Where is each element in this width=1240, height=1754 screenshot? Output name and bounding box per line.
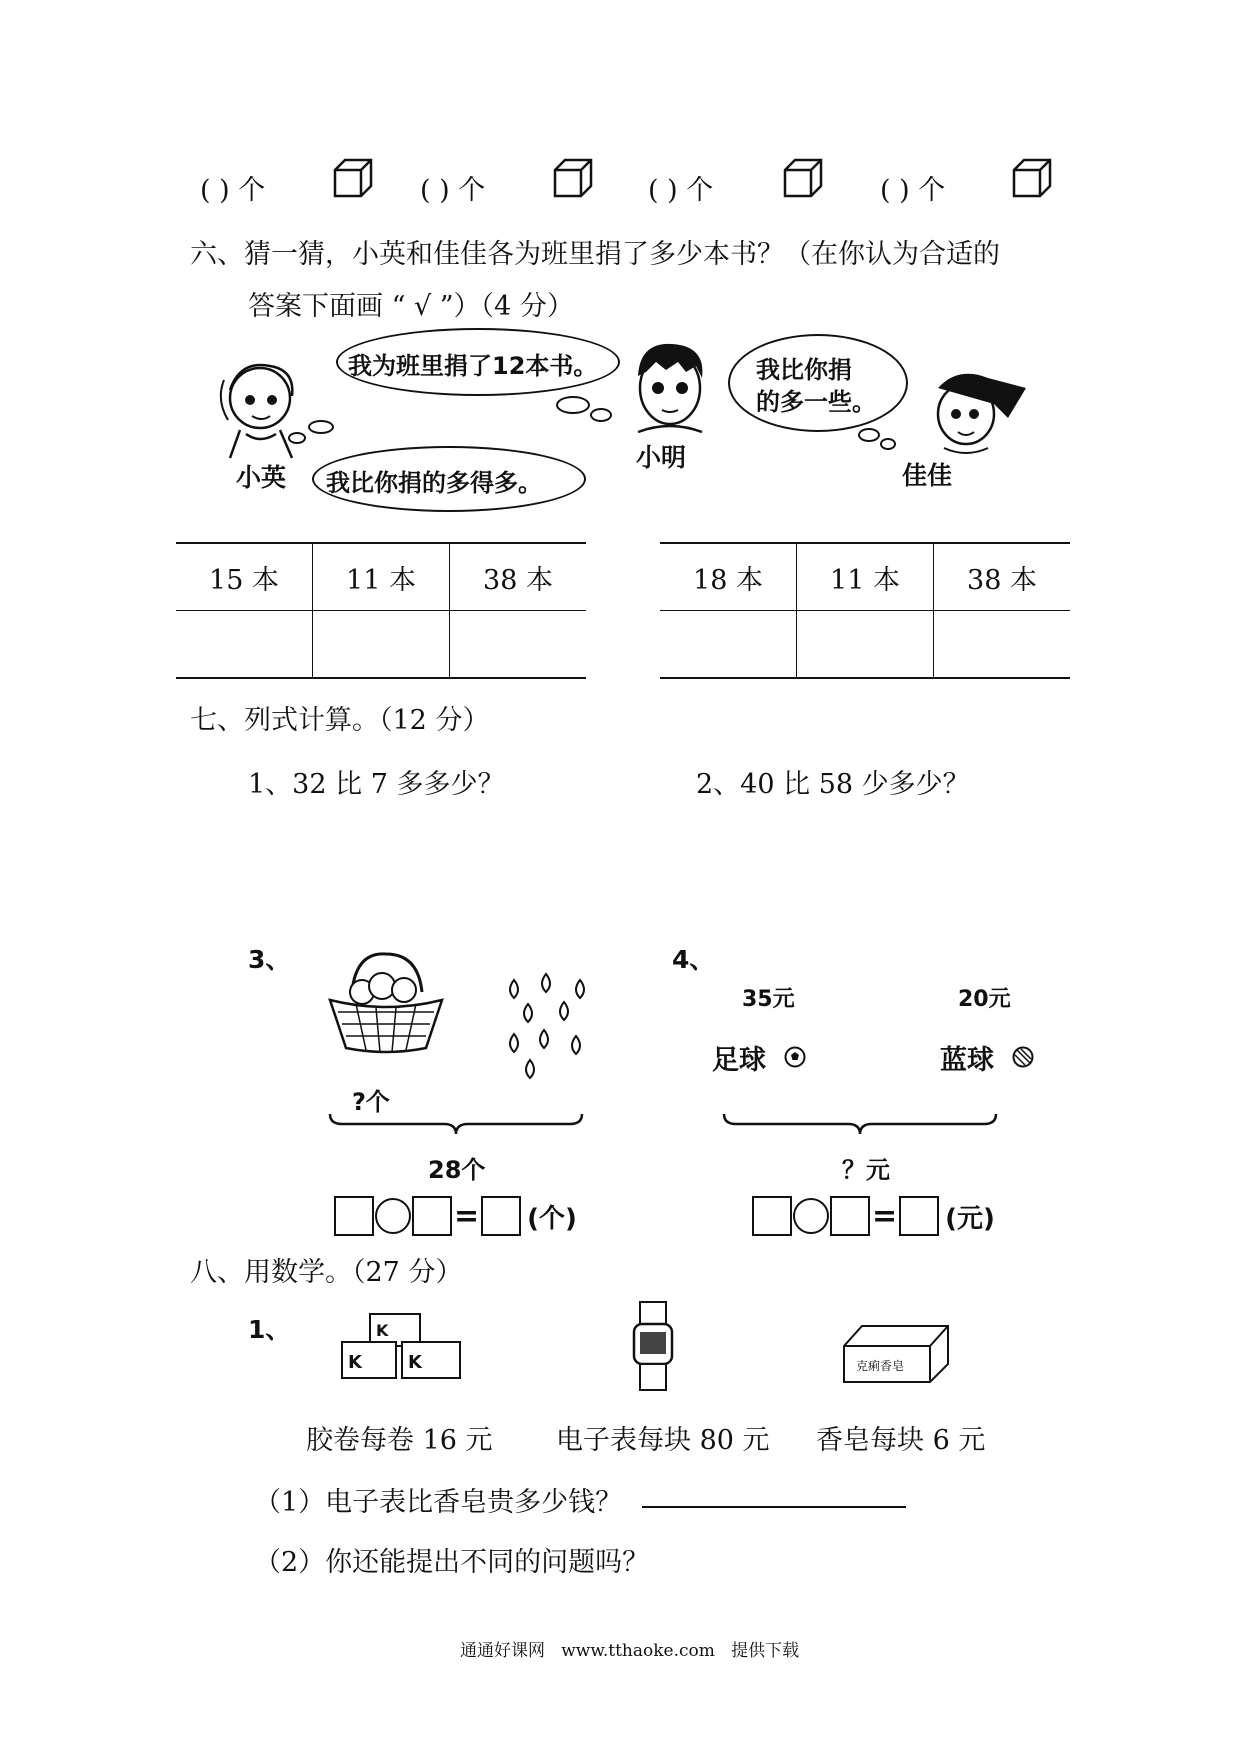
q8-question-1: （1）电子表比香皂贵多少钱？	[254, 1487, 623, 1518]
thought-puff	[880, 438, 896, 450]
answer-table-xiaoying	[176, 542, 586, 679]
q8-title: 八、用数学。（27 分）	[190, 1257, 463, 1288]
answer-box[interactable]	[412, 1196, 452, 1236]
q7-problem-1: 1、32 比 7 多多少？	[248, 769, 505, 800]
equals-sign: =	[454, 1198, 480, 1234]
blank-count-2[interactable]: ( ) 个	[420, 175, 486, 206]
option-cell: 11 本	[313, 543, 450, 611]
option-cell: 38 本	[450, 543, 587, 611]
name-xiaoming: 小明	[636, 443, 687, 472]
basketball-icon	[1012, 1046, 1034, 1068]
q7-p4-total: ？元	[842, 1156, 890, 1184]
name-xiaoying: 小英	[236, 463, 287, 492]
q7-problem-2: 2、40 比 58 少多少？	[696, 769, 970, 800]
unit-label: (个)	[527, 1203, 577, 1234]
q7-p4-price-1: 35元	[742, 987, 795, 1012]
boy-xiaoming-illustration	[620, 336, 720, 436]
thought-puff	[590, 408, 612, 422]
check-cell[interactable]	[313, 611, 450, 679]
brace-icon	[722, 1112, 998, 1136]
check-cell[interactable]	[450, 611, 587, 679]
answer-box[interactable]	[830, 1196, 870, 1236]
svg-text:K: K	[348, 1352, 362, 1373]
blank-count-4[interactable]: ( ) 个	[880, 175, 946, 206]
answer-box[interactable]	[899, 1196, 939, 1236]
q6-title-line1: 六、猜一猜，小英和佳佳各为班里捐了多少本书？（在你认为合适的	[190, 239, 1000, 270]
check-cell[interactable]	[797, 611, 934, 679]
bubble-text-jiajia-2: 的多一些。	[756, 388, 876, 416]
digital-watch-icon	[630, 1300, 676, 1392]
q7-p4-price-2: 20元	[958, 987, 1011, 1012]
q7-p4-item-1: 足球	[712, 1045, 766, 1076]
answer-table-jiajia	[660, 542, 1070, 679]
answer-box[interactable]	[481, 1196, 521, 1236]
q8-item-soap: 香皂每块 6 元	[816, 1425, 986, 1456]
q7-problem-3-label: 3、	[248, 945, 291, 974]
check-cell[interactable]	[176, 611, 313, 679]
operator-circle[interactable]	[793, 1198, 829, 1234]
q7-p3-equation	[334, 1196, 577, 1236]
option-cell: 38 本	[934, 543, 1071, 611]
girl-jiajia-illustration	[908, 358, 1038, 458]
blank-count-1[interactable]: ( ) 个	[200, 175, 266, 206]
soccer-ball-icon	[784, 1046, 806, 1068]
girl-xiaoying-illustration	[210, 350, 320, 460]
operator-circle[interactable]	[375, 1198, 411, 1234]
pears-icon	[500, 960, 600, 1080]
bubble-text-xiaoming: 我为班里捐了12本书。	[348, 352, 598, 380]
q8-question-2: （2）你还能提出不同的问题吗？	[254, 1547, 650, 1578]
unit-label: (元)	[945, 1203, 995, 1234]
thought-puff	[308, 420, 334, 434]
option-cell: 15 本	[176, 543, 313, 611]
equals-sign: =	[872, 1198, 898, 1234]
q7-problem-4-label: 4、	[672, 945, 715, 974]
cube-icon	[783, 158, 823, 198]
fruit-basket-icon	[326, 952, 446, 1054]
bubble-text-xiaoying: 我比你捐的多得多。	[326, 469, 542, 497]
check-cell[interactable]	[934, 611, 1071, 679]
q8-item-watch: 电子表每块 80 元	[556, 1425, 770, 1456]
cube-icon	[1012, 158, 1052, 198]
soap-box-icon	[842, 1322, 950, 1384]
cube-icon	[553, 158, 593, 198]
q8-problem-1-label: 1、	[248, 1315, 291, 1344]
q7-p3-total: 28个	[428, 1156, 486, 1184]
name-jiajia: 佳佳	[902, 461, 953, 490]
svg-text:K: K	[408, 1352, 422, 1373]
option-cell: 11 本	[797, 543, 934, 611]
soap-box-text: 克痢香皂	[856, 1359, 905, 1373]
q7-p4-item-2: 蓝球	[940, 1045, 994, 1076]
film-boxes-icon	[340, 1310, 464, 1382]
answer-box[interactable]	[334, 1196, 374, 1236]
answer-box[interactable]	[752, 1196, 792, 1236]
brace-icon	[328, 1112, 584, 1136]
thought-puff	[858, 428, 880, 442]
thought-puff	[288, 432, 306, 444]
bubble-text-jiajia-1: 我比你捐	[756, 356, 852, 384]
q7-p4-equation	[752, 1196, 995, 1236]
check-cell[interactable]	[660, 611, 797, 679]
q8-item-film: 胶卷每卷 16 元	[306, 1425, 493, 1456]
cube-icon	[333, 158, 373, 198]
q7-title: 七、列式计算。（12 分）	[190, 705, 490, 736]
footer-source: 通通好课网 www.tthaoke.com 提供下载	[460, 1641, 800, 1661]
q7-p3-unknown: ?个	[352, 1088, 390, 1116]
answer-line[interactable]	[642, 1506, 906, 1508]
option-cell: 18 本	[660, 543, 797, 611]
blank-count-3[interactable]: ( ) 个	[648, 175, 714, 206]
q6-title-line2: 答案下面画 “ √ ”）（4 分）	[248, 291, 574, 322]
thought-puff	[556, 396, 590, 414]
svg-text:K: K	[376, 1321, 389, 1340]
